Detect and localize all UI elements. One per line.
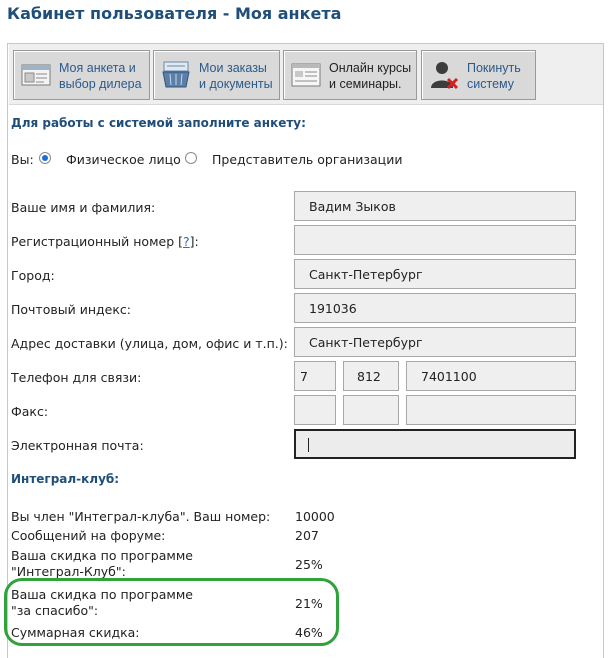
discount-thanks-label-line2: "за спасибо":: [11, 603, 99, 618]
phone-code-input[interactable]: 812: [343, 361, 399, 391]
email-input[interactable]: [294, 429, 576, 459]
online-courses-button[interactable]: [283, 50, 417, 100]
address-label: Адрес доставки (улица, дом, офис и т.п.):: [11, 336, 288, 351]
address-input[interactable]: Санкт-Петербург: [294, 327, 576, 357]
forum-value: 207: [295, 528, 319, 543]
discount-club-label-line2: "Интеграл-Клуб":: [11, 564, 126, 579]
phone-number-input[interactable]: 7401100: [406, 361, 576, 391]
reg-number-input[interactable]: [294, 225, 576, 255]
phone-country-input[interactable]: 7: [294, 361, 336, 391]
fax-country-input[interactable]: [294, 395, 336, 425]
toolbar: [9, 44, 603, 105]
logout-button[interactable]: [421, 50, 536, 100]
zip-label: Почтовый индекс:: [11, 302, 131, 317]
total-discount-value: 46%: [295, 625, 323, 640]
discount-club-value: 25%: [295, 557, 323, 572]
radio-individual-label[interactable]: Физическое лицо: [66, 152, 181, 167]
forum-label: Сообщений на форуме:: [11, 528, 166, 543]
you-label: Вы:: [11, 152, 34, 167]
discount-thanks-label-line1: Ваша скидка по программе: [11, 587, 193, 602]
discount-club-label-line1: Ваша скидка по программе: [11, 548, 193, 563]
reg-number-label: Регистрационный номер [?]:: [11, 234, 199, 249]
my-profile-label: Моя анкета и выбор дилера: [59, 61, 142, 91]
my-orders-label: Мои заказы и документы: [199, 61, 273, 91]
radio-organization[interactable]: [185, 152, 197, 164]
city-label: Город:: [11, 268, 55, 283]
logout-user-icon: [428, 59, 460, 91]
profile-card-icon: [20, 59, 52, 91]
page-title: Кабинет пользователя - Моя анкета: [7, 4, 342, 23]
fax-code-input[interactable]: [343, 395, 399, 425]
total-discount-label: Суммарная скидка:: [11, 625, 140, 640]
zip-input[interactable]: 191036: [294, 293, 576, 323]
fax-number-input[interactable]: [406, 395, 576, 425]
fax-label: Факс:: [11, 404, 49, 419]
logout-label: Покинуть систему: [467, 61, 521, 91]
shopping-basket-icon: [160, 59, 192, 91]
text-cursor: [308, 438, 309, 452]
club-heading: Интеграл-клуб:: [11, 472, 120, 486]
discount-thanks-value: 21%: [295, 596, 323, 611]
radio-individual[interactable]: [39, 152, 51, 164]
radio-organization-label[interactable]: Представитель организации: [212, 152, 403, 167]
online-courses-label: Онлайн курсы и семинары.: [329, 61, 412, 91]
my-orders-button[interactable]: [153, 50, 280, 100]
my-profile-button[interactable]: [13, 50, 150, 100]
member-value: 10000: [295, 509, 335, 524]
name-label: Ваше имя и фамилия:: [11, 200, 156, 215]
form-heading: Для работы с системой заполните анкету:: [11, 116, 306, 130]
reg-help-link[interactable]: ?: [183, 234, 190, 249]
member-label: Вы член "Интеграл-клуба". Ваш номер:: [11, 509, 271, 524]
email-label: Электронная почта:: [11, 438, 144, 453]
phone-label: Телефон для связи:: [11, 370, 142, 385]
browser-window-icon: [290, 59, 322, 91]
name-input[interactable]: Вадим Зыков: [294, 191, 576, 221]
city-input[interactable]: Санкт-Петербург: [294, 259, 576, 289]
